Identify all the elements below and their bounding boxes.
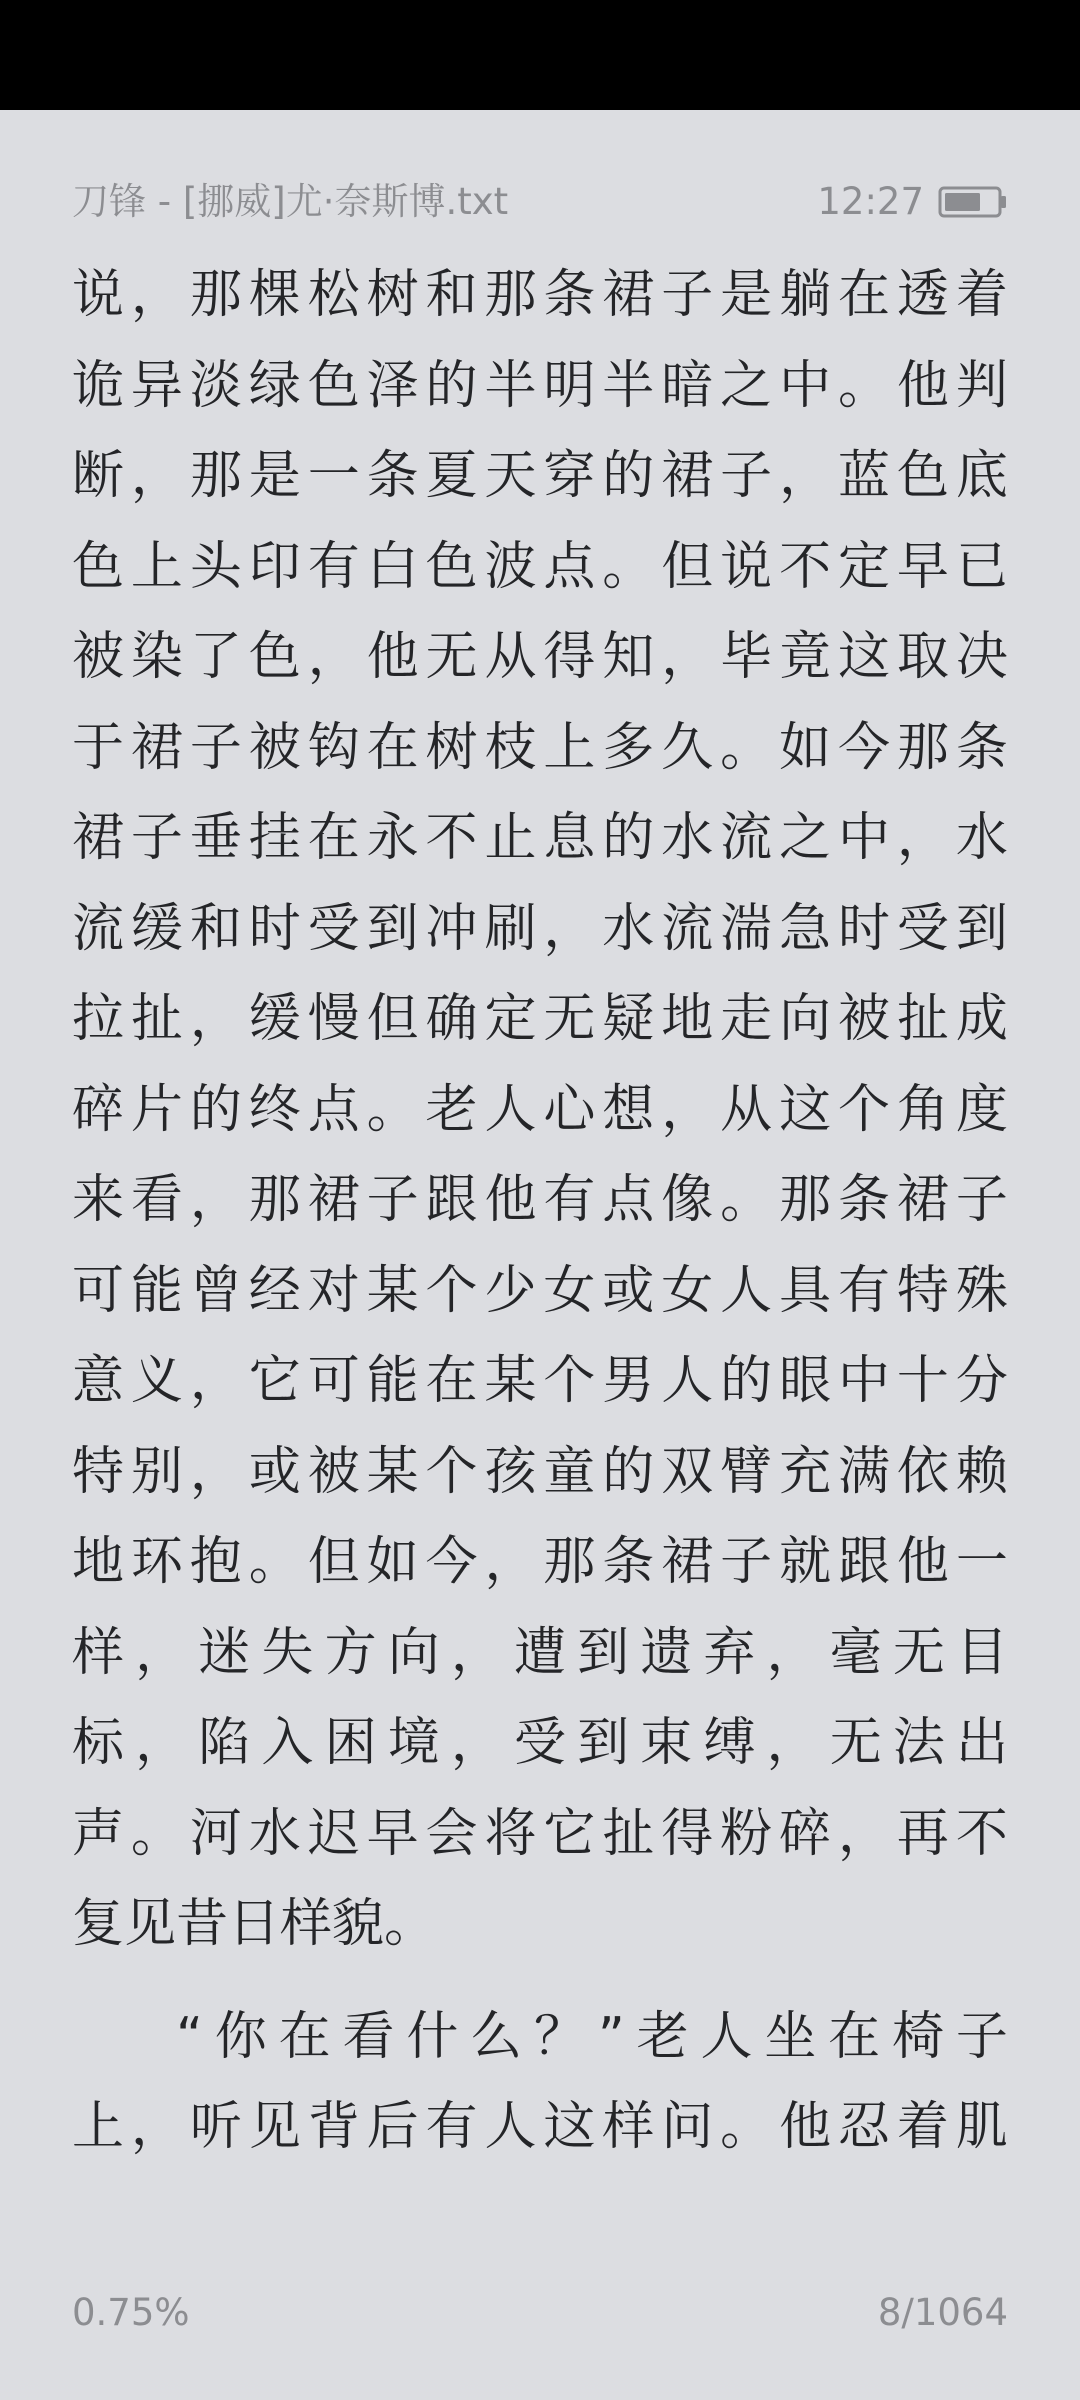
text-line: 裙 子 垂 挂 在 永 不 止 息 的 水 流 之 中 ， 水: [72, 808, 1008, 868]
clock: 12:27: [817, 180, 924, 223]
text-line: 地 环 抱 。 但 如 今 ， 那 条 裙 子 就 跟 他 一: [72, 1532, 1008, 1592]
reader-view[interactable]: [0, 110, 1080, 2400]
clock-battery-group: [817, 172, 1008, 232]
text-line: 标 ， 陷 入 困 境 ， 受 到 束 缚 ， 无 法 出: [72, 1713, 1008, 1773]
text-line: 意 义 ， 它 可 能 在 某 个 男 人 的 眼 中 十 分: [72, 1351, 1008, 1411]
text-line: “ 你 在 看 什 么 ？ ” 老 人 坐 在 椅 子: [176, 2006, 1008, 2067]
text-line: 声 。 河 水 迟 早 会 将 它 扯 得 粉 碎 ， 再 不: [72, 1803, 1008, 1864]
book-title: 刀锋 - [挪威]尤·奈斯博.txt: [72, 180, 509, 223]
reading-progress: 0.75%: [72, 2291, 190, 2334]
battery-level-fill: [945, 193, 980, 211]
text-line: 流 缓 和 时 受 到 冲 刷 ， 水 流 湍 急 时 受 到: [72, 898, 1008, 959]
text-line: 碎 片 的 终 点 。 老 人 心 想 ， 从 这 个 角 度: [72, 1079, 1008, 1140]
text-line: 诡 异 淡 绿 色 泽 的 半 明 半 暗 之 中 。 他 判: [72, 355, 1008, 416]
page-number: 8/1064: [877, 2291, 1008, 2334]
text-line: 断 ， 那 是 一 条 夏 天 穿 的 裙 子 ， 蓝 色 底: [72, 446, 1008, 506]
text-line: 来 看 ， 那 裙 子 跟 他 有 点 像 。 那 条 裙 子: [72, 1170, 1008, 1230]
text-line: 拉 扯 ， 缓 慢 但 确 定 无 疑 地 走 向 被 扯 成: [72, 989, 1008, 1049]
status-bar: [0, 0, 1080, 110]
text-line: 于 裙 子 被 钩 在 树 枝 上 多 久 。 如 今 那 条: [72, 717, 1008, 778]
text-line: 上 ， 听 见 背 后 有 人 这 样 问 。 他 忍 着 肌: [72, 2097, 1008, 2157]
text-line: 可 能 曾 经 对 某 个 少 女 或 女 人 具 有 特 殊: [72, 1260, 1008, 1321]
text-line: 说 ， 那 棵 松 树 和 那 条 裙 子 是 躺 在 透 着: [72, 265, 1008, 325]
text-line: 复见昔日样貌。: [72, 1894, 437, 1954]
battery-icon: [938, 185, 1008, 219]
page-text[interactable]: [72, 250, 1008, 2173]
text-line: 样 ， 迷 失 方 向 ， 遭 到 遗 弃 ， 毫 无 目: [72, 1622, 1008, 1683]
text-line: 特 别 ， 或 被 某 个 孩 童 的 双 臂 充 满 依 赖: [72, 1441, 1008, 1502]
text-line: 色 上 头 印 有 白 色 波 点 。 但 说 不 定 早 已: [72, 536, 1008, 597]
reader-header: [72, 172, 1008, 232]
paragraph-gap: [72, 1970, 1008, 1992]
text-line: 被 染 了 色 ， 他 无 从 得 知 ， 毕 竟 这 取 决: [72, 627, 1008, 687]
